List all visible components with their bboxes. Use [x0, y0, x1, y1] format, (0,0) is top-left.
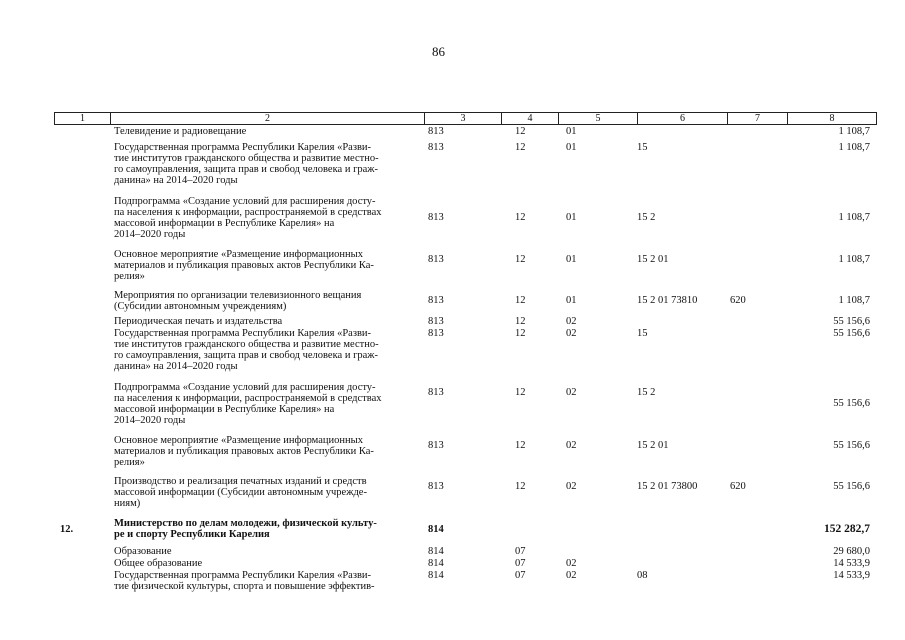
row-name-line: релия» — [114, 271, 145, 282]
target-code: 15 2 — [637, 212, 656, 223]
row-name — [114, 546, 419, 557]
subsection-code: 02 — [566, 481, 577, 492]
row-name-line: Государственная программа Республики Карелия «Разви- — [114, 570, 372, 581]
row-name — [114, 328, 419, 372]
amount: 1 108,7 — [838, 142, 870, 153]
row-name — [114, 142, 419, 186]
header-cell-7: 7 — [728, 113, 788, 124]
row-name-line: Основное мероприятие «Размещение информационных — [114, 249, 363, 260]
subsection-code: 01 — [566, 295, 577, 306]
row-name-line: Периодическая печать и издательства — [114, 316, 283, 327]
row-name-line: ниям) — [114, 498, 141, 509]
section-code: 12 — [515, 440, 526, 451]
row-name-line: материалов и публикация правовых актов Республики Ка- — [114, 260, 374, 271]
admin-code: 813 — [428, 295, 444, 306]
section-code: 12 — [515, 316, 526, 327]
row-name — [114, 126, 419, 137]
row-name-line: Государственная программа Республики Карелия «Разви- — [114, 142, 372, 153]
admin-code: 813 — [428, 316, 444, 327]
row-name-line: данина» на 2014–2020 годы — [114, 361, 238, 372]
row-name-line: Подпрограмма «Создание условий для расширения досту- — [114, 382, 376, 393]
header-cell-1: 1 — [55, 113, 111, 124]
row-name-line: Подпрограмма «Создание условий для расширения досту- — [114, 196, 376, 207]
row-name-line: тие институтов гражданского общества и развитие местно- — [114, 153, 379, 164]
amount: 1 108,7 — [838, 254, 870, 265]
row-name-line: 2014–2020 годы — [114, 229, 186, 240]
admin-code: 814 — [428, 524, 444, 535]
section-code: 12 — [515, 212, 526, 223]
row-name — [114, 249, 419, 282]
row-name-line: па населения к информации, распространяемой в средствах — [114, 393, 382, 404]
row-name — [114, 382, 419, 426]
amount: 55 156,6 — [833, 328, 870, 339]
row-name-line: Телевидение и радиовещание — [114, 126, 247, 137]
row-name-line: Министерство по делам молодежи, физической культу- — [114, 518, 377, 529]
amount: 55 156,6 — [833, 398, 870, 409]
admin-code: 813 — [428, 481, 444, 492]
row-name — [114, 558, 419, 569]
section-code: 12 — [515, 254, 526, 265]
row-name-line: массовой информации (Субсидии автономным учрежде- — [114, 487, 367, 498]
row-name-line: Производство и реализация печатных изданий и средств — [114, 476, 367, 487]
admin-code: 814 — [428, 570, 444, 581]
target-code: 15 2 — [637, 387, 656, 398]
row-name-line: (Субсидии автономным учреждениям) — [114, 301, 287, 312]
header-cell-4: 4 — [502, 113, 559, 124]
admin-code: 813 — [428, 440, 444, 451]
row-name — [114, 518, 419, 540]
header-cell-3: 3 — [425, 113, 502, 124]
row-name-line: массовой информации в Республике Карелия» на — [114, 218, 335, 229]
target-code: 15 2 01 — [637, 254, 669, 265]
target-code: 15 2 01 73810 — [637, 295, 698, 306]
subsection-code: 01 — [566, 142, 577, 153]
row-name-line: материалов и публикация правовых актов Республики Ка- — [114, 446, 374, 457]
subsection-code: 02 — [566, 316, 577, 327]
section-code: 07 — [515, 558, 526, 569]
subsection-code: 02 — [566, 440, 577, 451]
row-name — [114, 196, 419, 240]
subsection-code: 01 — [566, 254, 577, 265]
amount: 55 156,6 — [833, 440, 870, 451]
row-name-line: релия» — [114, 457, 145, 468]
target-code: 08 — [637, 570, 648, 581]
row-name-line: Государственная программа Республики Карелия «Разви- — [114, 328, 372, 339]
section-code: 12 — [515, 481, 526, 492]
target-code: 15 2 01 — [637, 440, 669, 451]
section-code: 07 — [515, 546, 526, 557]
expense-type-code: 620 — [730, 295, 746, 306]
row-name — [114, 316, 419, 327]
section-code: 12 — [515, 295, 526, 306]
amount: 55 156,6 — [833, 316, 870, 327]
row-name-line: данина» на 2014–2020 годы — [114, 175, 238, 186]
row-name-line: тие физической культуры, спорта и повышение эффектив- — [114, 581, 375, 592]
section-code: 12 — [515, 387, 526, 398]
subsection-code: 02 — [566, 570, 577, 581]
row-name — [114, 476, 419, 509]
amount: 1 108,7 — [838, 295, 870, 306]
row-name-line: Основное мероприятие «Размещение информационных — [114, 435, 363, 446]
amount: 29 680,0 — [833, 546, 870, 557]
admin-code: 813 — [428, 328, 444, 339]
target-code: 15 2 01 73800 — [637, 481, 698, 492]
row-name-line: Общее образование — [114, 558, 203, 569]
section-code: 07 — [515, 570, 526, 581]
row-name-line: го самоуправления, защита прав и свобод человека и граж- — [114, 350, 379, 361]
row-name-line: 2014–2020 годы — [114, 415, 186, 426]
amount: 1 108,7 — [838, 212, 870, 223]
row-name-line: па населения к информации, распространяемой в средствах — [114, 207, 382, 218]
subsection-code: 02 — [566, 387, 577, 398]
row-number: 12. — [60, 524, 74, 535]
admin-code: 813 — [428, 142, 444, 153]
row-name-line: Образование — [114, 546, 172, 557]
row-name-line: тие институтов гражданского общества и развитие местно- — [114, 339, 379, 350]
subsection-code: 02 — [566, 558, 577, 569]
admin-code: 813 — [428, 212, 444, 223]
target-code: 15 — [637, 142, 648, 153]
admin-code: 813 — [428, 254, 444, 265]
expense-type-code: 620 — [730, 481, 746, 492]
row-name — [114, 435, 419, 468]
admin-code: 813 — [428, 126, 444, 137]
admin-code: 813 — [428, 387, 444, 398]
row-name-line: Мероприятия по организации телевизионного вещания — [114, 290, 362, 301]
row-name-line: массовой информации в Республике Карелия» на — [114, 404, 335, 415]
amount: 152 282,7 — [824, 523, 870, 535]
row-name — [114, 290, 419, 312]
admin-code: 814 — [428, 546, 444, 557]
target-code: 15 — [637, 328, 648, 339]
header-cell-2: 2 — [111, 113, 425, 124]
subsection-code: 01 — [566, 212, 577, 223]
amount: 55 156,6 — [833, 481, 870, 492]
row-name-line: го самоуправления, защита прав и свобод человека и граж- — [114, 164, 379, 175]
amount: 14 533,9 — [833, 570, 870, 581]
page-number: 86 — [432, 44, 445, 59]
row-name-line: ре и спорту Республики Карелия — [114, 529, 270, 540]
amount: 1 108,7 — [838, 126, 870, 137]
amount: 14 533,9 — [833, 558, 870, 569]
section-code: 12 — [515, 328, 526, 339]
row-name — [114, 570, 419, 592]
subsection-code: 01 — [566, 126, 577, 137]
header-cell-5: 5 — [559, 113, 638, 124]
subsection-code: 02 — [566, 328, 577, 339]
admin-code: 814 — [428, 558, 444, 569]
section-code: 12 — [515, 126, 526, 137]
section-code: 12 — [515, 142, 526, 153]
header-cell-8: 8 — [829, 113, 835, 124]
header-cell-6: 6 — [638, 113, 728, 124]
